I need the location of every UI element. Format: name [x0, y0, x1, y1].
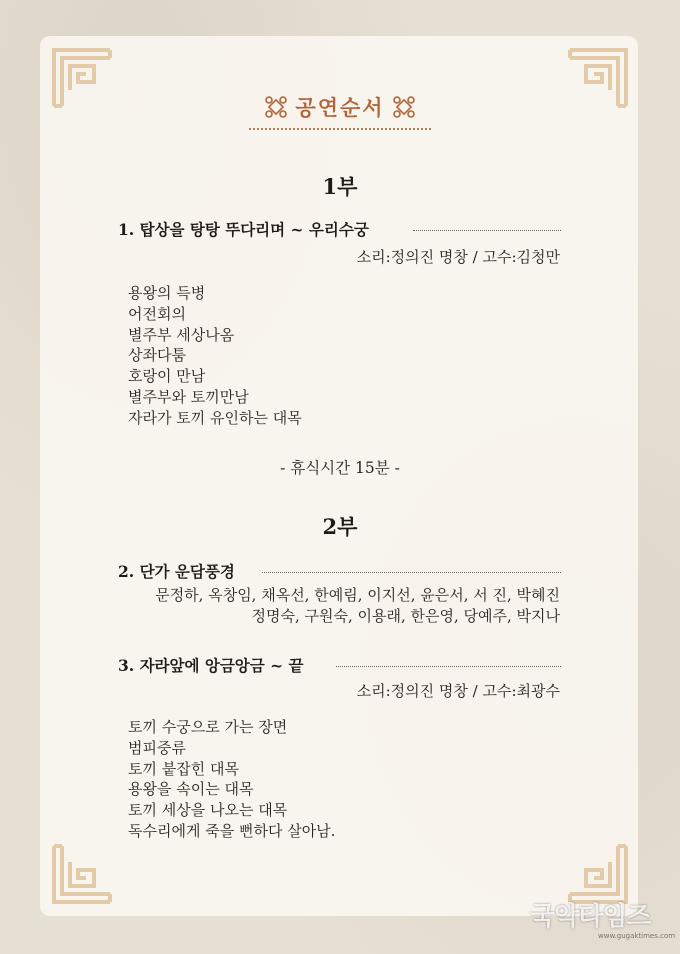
item1-title: 1. 탑상을 탕탕 뚜다리며 ~ 우리수궁 — [118, 220, 369, 239]
item2-title: 2. 단가 운담풍경 — [118, 562, 235, 581]
item1-credit: 소리:정의진 명창 / 고수:김청만 — [356, 248, 560, 266]
list-item: 토끼 수궁으로 가는 장면 — [128, 718, 288, 736]
item1-scene-list — [128, 283, 302, 429]
list-item: 별주부 세상나옴 — [128, 325, 235, 344]
list-item: 별주부와 토끼만남 — [128, 387, 249, 406]
corner-ornament-bottom-left — [50, 842, 114, 906]
part2-heading: 2부 — [322, 514, 358, 539]
list-item: 용왕의 득병 — [128, 284, 206, 302]
title-divider — [249, 128, 431, 130]
list-item: 어전회의 — [128, 304, 186, 323]
list-item: 독수리에게 죽을 뻔하다 살아남. — [128, 821, 336, 840]
item2-performers — [155, 585, 560, 627]
intermission-note: - 휴식시간 15분 - — [280, 459, 400, 477]
list-item: 토끼 세상을 나오는 대목 — [128, 801, 288, 820]
watermark-url: www.gugaktimes.com — [598, 932, 676, 940]
list-item: 호랑이 만남 — [128, 367, 206, 386]
item3-title: 3. 자라앞에 앙금앙금 ~ 끝 — [118, 656, 304, 675]
list-item: 상좌다툼 — [128, 346, 186, 365]
list-item: 자라가 토끼 유인하는 대목 — [128, 408, 302, 427]
item3-credit: 소리:정의진 명창 / 고수:최광수 — [356, 682, 560, 700]
item2-leader — [262, 572, 561, 573]
title-block — [0, 92, 680, 122]
performers-line: 문정하, 옥창임, 채옥선, 한예림, 이지선, 윤은서, 서 진, 박혜진 — [155, 586, 560, 604]
list-item: 토끼 붙잡힌 대목 — [128, 759, 239, 778]
part1-heading: 1부 — [322, 174, 358, 199]
item1-leader — [413, 230, 561, 231]
list-item: 용왕을 속이는 대목 — [128, 780, 254, 799]
item3-leader — [336, 666, 561, 667]
list-item: 범피중류 — [128, 738, 186, 757]
page-title: 공연순서 — [295, 96, 385, 120]
item3-scene-list — [128, 717, 335, 842]
watermark-logo: 국악타임즈 — [530, 902, 651, 932]
knot-ornament-icon — [265, 96, 287, 118]
performers-line: 정명숙, 구원숙, 이용래, 한은영, 당예주, 박지나 — [251, 607, 560, 625]
knot-ornament-icon — [393, 96, 415, 118]
